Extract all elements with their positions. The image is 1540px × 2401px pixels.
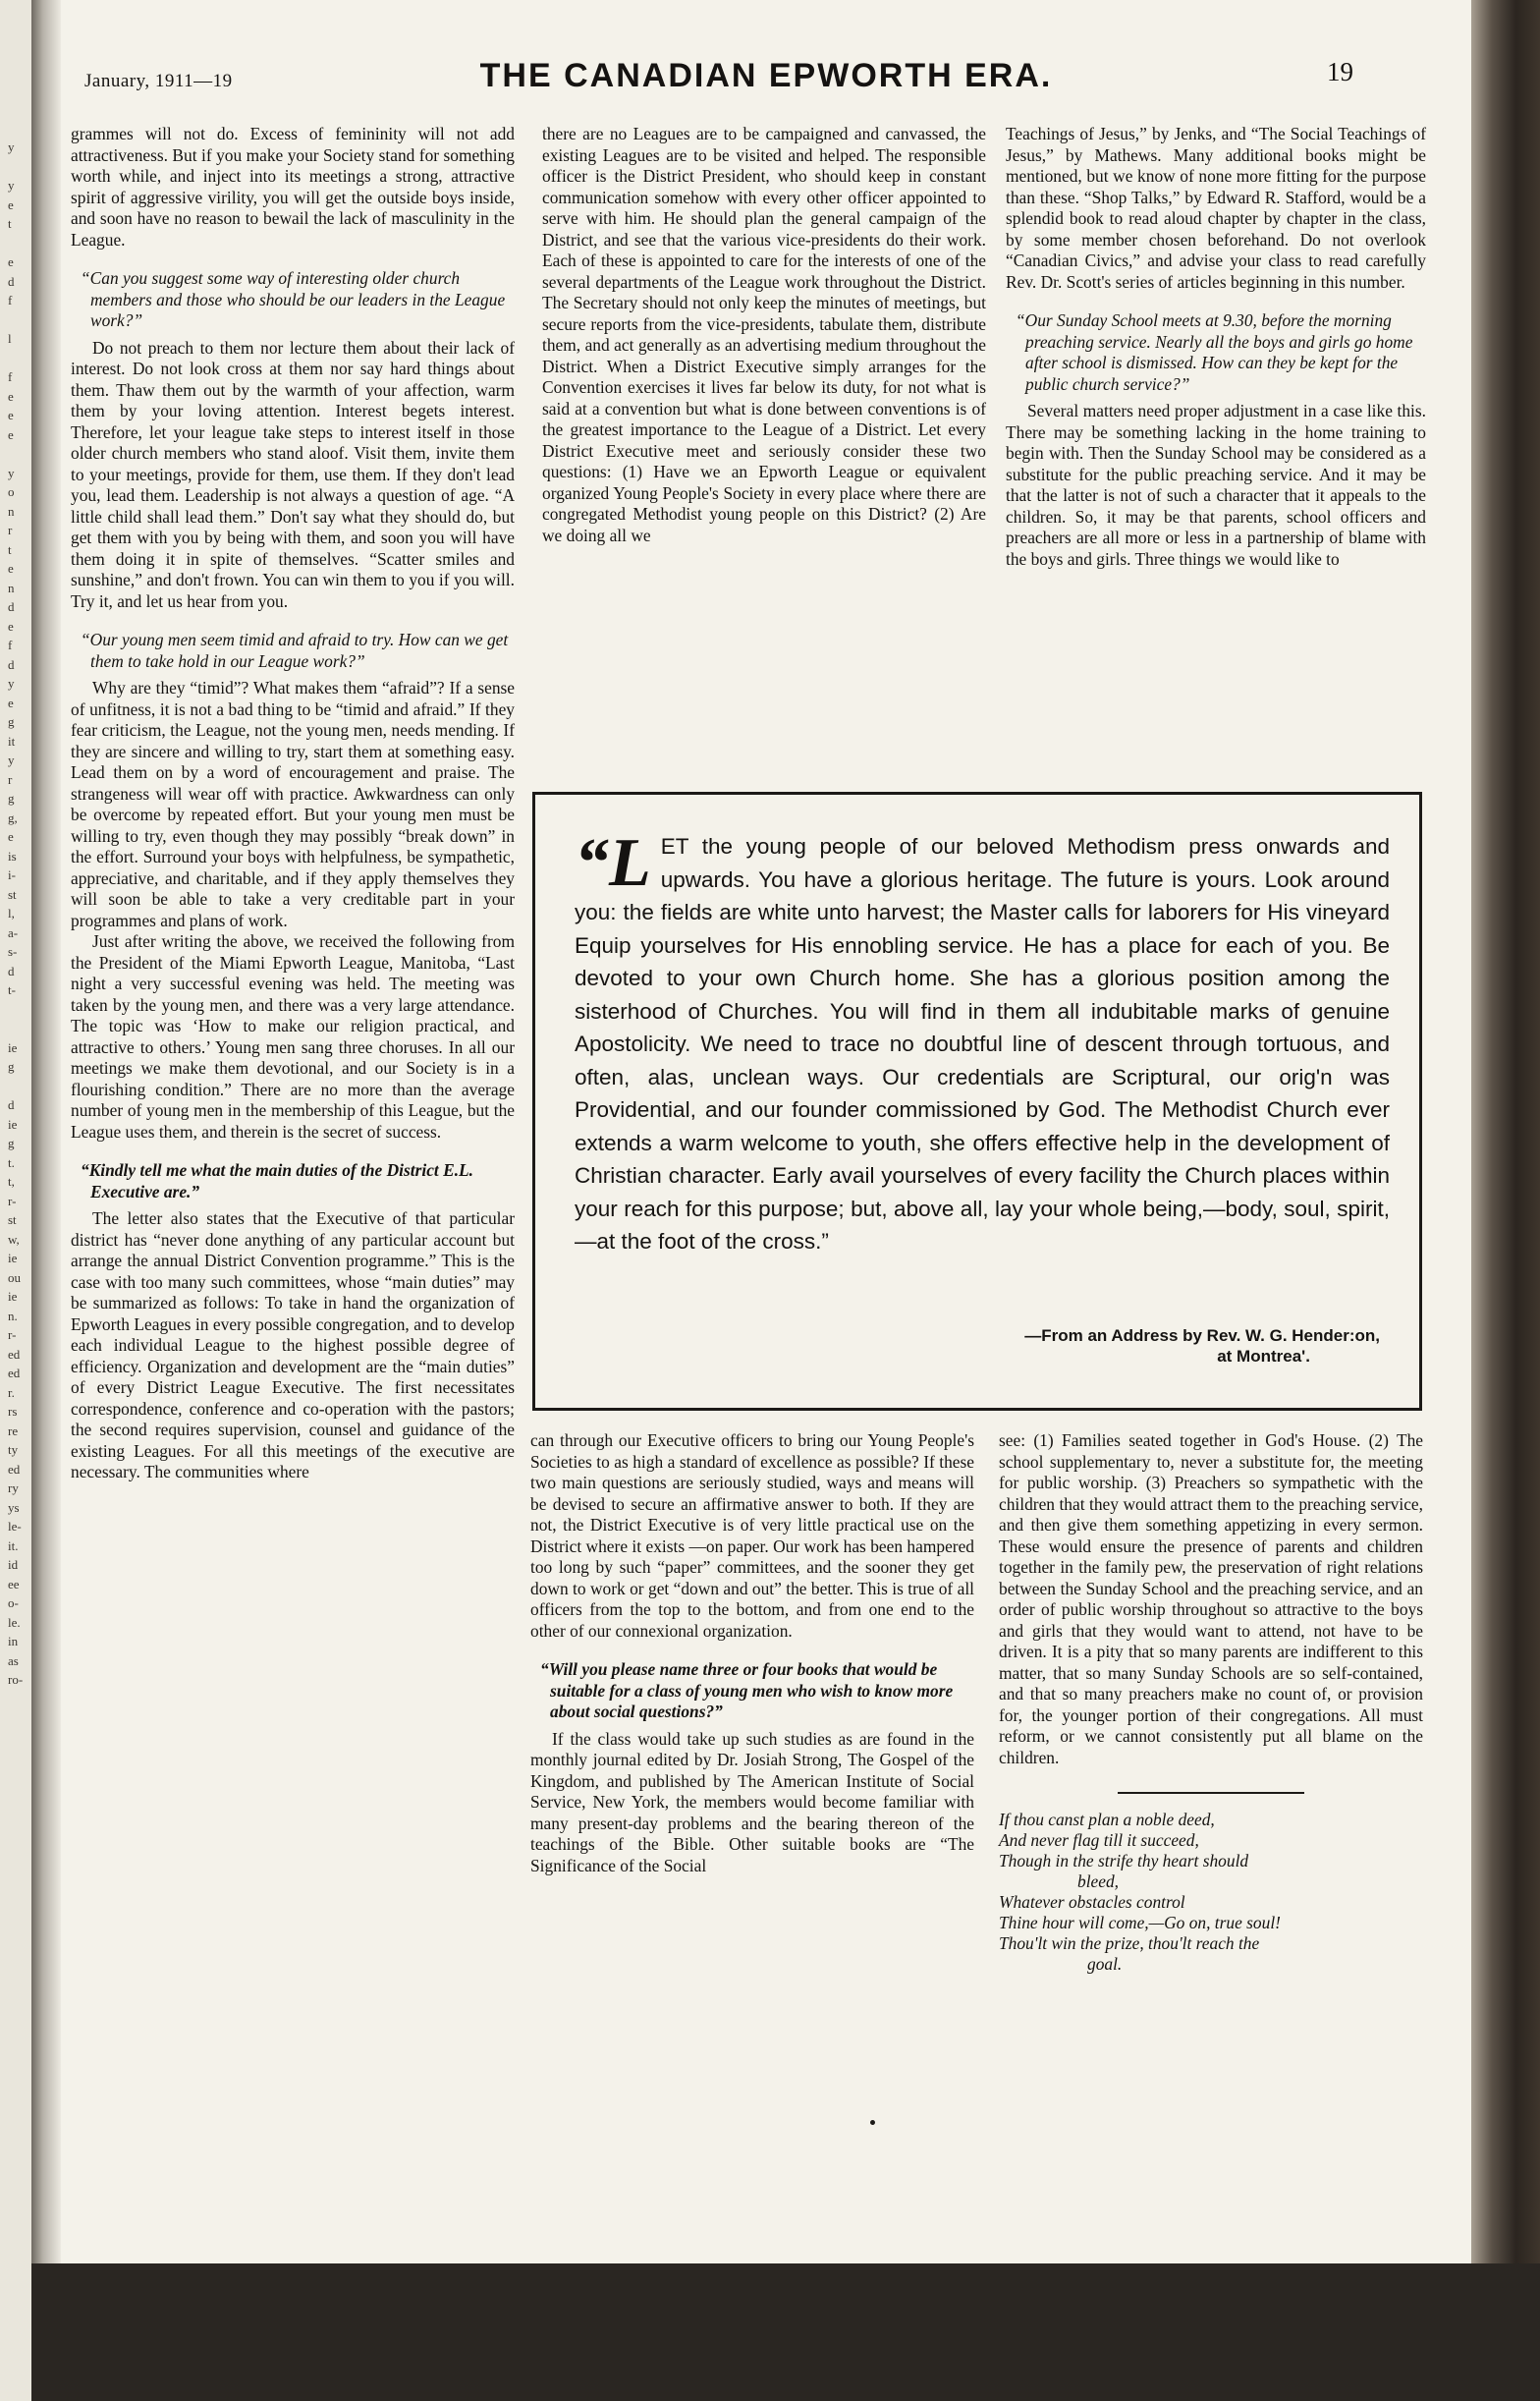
divider-rule [1118, 1792, 1304, 1794]
edge-fragment: r- [8, 1327, 17, 1342]
paragraph: grammes will not do. Excess of femininity will not add attractiveness. But if you make your Society stand for something worth while, and inject into its meetings a strong, attractive spirit of aggressive virility, you will get the outside boys inside, and soon have no reason to bewail the lack of masculinity in the League. [71, 124, 515, 250]
printer-dot [870, 2120, 875, 2125]
edge-fragment: st [8, 886, 17, 902]
edge-fragment: e [8, 388, 14, 404]
edge-fragment: g [8, 1059, 15, 1074]
poem-line: And never flag till it succeed, [999, 1830, 1199, 1850]
poem-line: Whatever obstacles control [999, 1892, 1185, 1912]
edge-fragment: g, [8, 810, 18, 825]
edge-fragment: o [8, 484, 15, 499]
edge-fragment: d [8, 1097, 15, 1112]
edge-fragment: in [8, 1634, 19, 1648]
edge-fragment: e [8, 426, 14, 442]
edge-fragment: st [8, 1212, 17, 1227]
address-quote-text [575, 825, 1390, 1258]
edge-fragment [0, 1000, 31, 1020]
edge-fragment: a- [8, 924, 19, 940]
edge-fragment: y [8, 753, 15, 767]
edge-fragment: rs [8, 1404, 18, 1419]
edge-fragment: r. [8, 1384, 15, 1400]
edge-fragment: it [8, 733, 16, 749]
edge-fragment [0, 310, 31, 330]
edge-fragment: ry [8, 1480, 19, 1495]
edge-fragment [0, 234, 31, 253]
edge-fragment [0, 1019, 31, 1038]
paragraph: Several matters need proper adjustment in a case like this. There may be something lacking in the home training to begin with. Then the Sunday School may be considered as a substitute for the public preaching service. And it may be that the latter is not of such a character that it appeals to the children. So, it may be that parents, school officers and preachers are all more or less in a partnership of blame with the boys and girls. Three things we would like to [1006, 401, 1426, 569]
edge-fragment: t. [8, 1154, 15, 1170]
edge-fragment: f [8, 293, 13, 307]
question-heading: “Kindly tell me what the main duties of the District E.L. Executive are.” [81, 1160, 474, 1201]
poem-line: Thine hour will come,—Go on, true soul! [999, 1913, 1281, 1932]
edge-fragment: ie [8, 1251, 18, 1265]
question-heading: “Our young men seem timid and afraid to try. How can we get them to take hold in our League work?” [81, 630, 509, 671]
page-stack-edge [1471, 0, 1540, 2263]
drop-cap-letter: L [609, 825, 651, 901]
edge-fragment: n. [8, 1308, 18, 1323]
edge-fragment: r [8, 523, 13, 537]
paragraph: If the class would take up such studies as are found in the monthly journal edited by Dr. Josiah Strong, The Gospel of the Kingdom, and published by The American Institute of Social Service, New York, the members would become familiar with many present-day problems and the bearing thereon of the teachings of the Bible. Other suitable books are “The Significance of the Social [530, 1728, 974, 1875]
edge-fragment: e [8, 618, 14, 634]
edge-fragment: ed [8, 1461, 21, 1477]
edge-fragment: e [8, 254, 14, 269]
edge-fragment: s- [8, 944, 18, 959]
poem-line: If thou canst plan a noble deed, [999, 1810, 1215, 1829]
edge-fragment: d [8, 273, 15, 289]
edge-fragment: ty [8, 1442, 19, 1457]
paragraph: there are no Leagues are to be campaigned and canvassed, the existing Leagues are to be visited and helped. The responsible officer is the District President, who should keep in constant communication somehow with every other officer appointed to serve with him. He should plan the general campaign of the District, and see that the various vice-presidents do their work. Each of these is appointed to care for the interests of one of the several departments of the League work throughout the District. The Secretary should not only keep the minutes of meetings, but secure reports from the vice-presidents, tabulate them, distribute them, and act generally as an advertising medium throughout the District. When a District Executive simply arranges for the Convention exercises it lives far below its duty, for not what is said at a convention but what is done between conventions is of the greatest importance to the League of a District. Let every District Executive meet and seriously consider these two questions: (1) Have we an Epworth League or equivalent organized Young People's Society in every place where there are congregated Methodist young people on this District? (2) Are we doing all we [542, 124, 986, 545]
paragraph: Do not preach to them nor lecture them about their lack of interest. Do not look cross at them nor say hard things about them. Thaw them out by the warmth of your affection, warm them by your loving attention. Interest begets interest. Therefore, let your league take steps to interest itself in those older church members who stand aloof. Visit them, invite them to your meetings, provide for them, use them. If they don't lead you, lead them. Leadership is not always a question of age. “A little child shall lead them.” Don't say what they should do, but get them with you by being with them, and soon you will have them doing it in spite of themselves. “Scatter smiles and sunshine,” and don't frown. You can win them to you if you will. Try it, and let us hear from you. [71, 337, 515, 611]
edge-fragment: e [8, 408, 14, 422]
attribution-line-1: —From an Address by Rev. W. G. Hender:on, [1024, 1326, 1380, 1345]
edge-fragment: t- [8, 982, 16, 997]
edge-fragment: re [8, 1423, 19, 1438]
edge-fragment: le- [8, 1519, 22, 1534]
edge-fragment: g [8, 791, 15, 806]
edge-fragment: d [8, 963, 15, 978]
edge-fragment: id [8, 1557, 19, 1572]
edge-fragment [0, 157, 31, 177]
edge-fragment [0, 1077, 31, 1096]
edge-fragment: d [8, 656, 15, 672]
page-number: 19 [1327, 57, 1353, 86]
edge-fragment: o- [8, 1595, 19, 1610]
edge-fragment: f [8, 369, 13, 384]
edge-fragment: d [8, 599, 15, 614]
edge-fragment: t, [8, 1174, 15, 1189]
drop-cap-initial [575, 825, 651, 901]
edge-fragment: le. [8, 1614, 21, 1630]
edge-fragment: ys [8, 1499, 20, 1515]
poem-line: Thou'lt win the prize, thou'lt reach the [999, 1933, 1260, 1953]
address-quote-box [532, 792, 1422, 1411]
edge-fragment: ie [8, 1116, 18, 1132]
poem-line: bleed, [1077, 1871, 1120, 1891]
poem [999, 1810, 1423, 1975]
edge-fragment: n [8, 580, 15, 595]
edge-fragment: w, [8, 1231, 20, 1247]
magazine-title: THE CANADIAN EPWORTH ERA. [479, 57, 1053, 94]
edge-fragment: e [8, 829, 14, 844]
column-2 [542, 124, 986, 546]
column-1 [71, 124, 515, 1483]
address-body: ET the young people of our beloved Methodism press onwards and upwards. You have a glorious heritage. The future is yours. Look around you: the fields are white unto harvest; the Master calls for laborers for His vineyard Equip yourselves for His ennobling service. He has a place for each of you. Be devoted to your own Church home. She has a glorious position among the sisterhood of Churches. You will find in them all indubitable marks of genuine Apostolicity. We need to trace no doubtful line of descent through tortuous, and often, alas, unclean ways. Our credentials are Scriptural, our orig'n was Providential, and our founder commissioned by God. The Methodist Church ever extends a warm welcome to youth, she offers effective help in the development of Christian character. Early avail yourselves of every facility the Church places within your reach for this purpose; but, above all, lay your whole being,—body, soul, spirit,—at the foot of the cross.” [575, 834, 1390, 1254]
paragraph: Why are they “timid”? What makes them “afraid”? If a sense of unfitness, it is not a bad thing to be “timid and afraid.” If they fear criticism, the League, not the young men, needs mending. If they are sincere and willing to try, start them at something easy. Lead them on by a word of encouragement and praise. The strangeness will wear off with practice. Awkwardness can only be overcome by repeated effort. But your young men must be willing to try, even though they may possibly “break down” in the effort. Surround your boys with helpfulness, be sympathetic, appreciative, and charitable, and if they apply themselves they will soon be able to take a very creditable part in your programmes and plans of work. [71, 678, 515, 930]
question-heading: “Will you please name three or four books that would be suitable for a class of young men who wish to know more about social questions?” [540, 1659, 954, 1721]
edge-fragment: e [8, 695, 14, 710]
address-attribution [1024, 1325, 1380, 1367]
header-date: January, 1911—19 [84, 71, 233, 91]
edge-fragment: f [8, 638, 13, 652]
edge-fragment: ou [8, 1269, 21, 1285]
magazine-page [61, 0, 1471, 2263]
open-quote: “ [575, 825, 609, 901]
page-header [61, 51, 1471, 100]
poem-line: Though in the strife thy heart should [999, 1851, 1249, 1871]
edge-fragment: it. [8, 1537, 19, 1553]
edge-fragment: t [8, 541, 12, 557]
attribution-line-2: at Montrea'. [1217, 1347, 1310, 1366]
edge-fragment: ie [8, 1039, 18, 1055]
column-4 [530, 1430, 974, 1876]
edge-fragment: i- [8, 867, 16, 882]
previous-page-edge [0, 0, 31, 2401]
edge-fragment: l [8, 331, 12, 346]
paragraph: Just after writing the above, we received the following from the President of the Miami Epworth League, Manitoba, “Last night a very successful evening was held. The meeting was taken by the young men, and there was a very large attendance. The topic was ‘How to make our religion practical, and attractive to others.’ Young men sang three choruses. In all our meetings we make them devotional, and our Society is in a flourishing condition.” There are no more than the average number of young men in the membership of this League, but the League uses them, and therein is the secret of success. [71, 931, 515, 1142]
edge-fragment: ie [8, 1289, 18, 1304]
edge-fragment: y [8, 676, 15, 691]
edge-fragment: e [8, 561, 14, 576]
edge-fragment: ed [8, 1366, 21, 1380]
edge-fragment [0, 349, 31, 368]
edge-fragment [0, 444, 31, 464]
edge-fragment: as [8, 1652, 19, 1668]
edge-fragment: g [8, 1136, 15, 1150]
edge-fragment: ed [8, 1346, 21, 1362]
paragraph: can through our Executive officers to bring our Young People's Societies to as high a standard of excellence as possible? If these two main questions are seriously studied, ways and means will be devised to secure an affirmative answer to both. If they are not, the District Executive is of very little practical use on the District where it exists —on paper. Our work has been hampered too long by such “paper” committees, and the sooner they get down to work or get “down and out” the better. This is true of all officers from the top to the bottom, and from one end to the other of our connexional organization. [530, 1430, 974, 1641]
edge-fragment: r [8, 771, 13, 787]
column-5 [999, 1430, 1423, 1975]
edge-fragment: n [8, 503, 15, 519]
question-heading: “Can you suggest some way of interesting older church members and those who should be our leaders in the League work?” [81, 268, 506, 330]
edge-fragment: l, [8, 906, 15, 921]
edge-fragment: y [8, 178, 15, 193]
edge-fragment: e [8, 196, 14, 212]
poem-line: goal. [1087, 1954, 1123, 1974]
edge-fragment: y [8, 140, 15, 154]
edge-fragment: t [8, 216, 12, 231]
book-binding-gutter [31, 0, 61, 2263]
edge-fragment: is [8, 848, 17, 864]
question-heading: “Our Sunday School meets at 9.30, before the morning preaching service. Nearly all the boys and girls go home after school is dismissed. How can they be kept for the public church service?” [1016, 310, 1413, 394]
paragraph: see: (1) Families seated together in God's House. (2) The school supplementary to, never a substitute for, the meeting for public worship. (3) Preachers so sympathetic with the children that they would attract them to the preaching service, and then give them something appetizing in every sermon. These would ensure the presence of parents and children together in the family pew, the preservation of right relations between the Sunday School and the preaching service, and an order of public worship throughout so attractive to the boys and girls that they would want to attend, not have to be driven. It is a pity that so many parents are indifferent to this matter, that so many Sunday Schools are so self-contained, and that so many preachers make no count of, or provision for, the younger portion of their congregations. All must reform, or we cannot consistently put all blame on the children. [999, 1430, 1423, 1767]
edge-fragment: ee [8, 1576, 20, 1591]
edge-fragment: y [8, 465, 15, 480]
edge-fragment: g [8, 714, 15, 729]
paragraph: The letter also states that the Executive of that particular district has “never done anything of any particular account but arrange the annual District Convention programme.” This is the case with too many such committees, whose “main duties” may be summarized as follows: To take in hand the organization of Epworth Leagues in every possible congregation, and to develop each individual League to the highest possible degree of efficiency. Organization and development are the “main duties” of every District League Executive. The first necessitates correspondence, conference and co-operation with the pastors; the second requires supervision, counsel and guidance of the existing Leagues. For all this meetings of the executive are necessary. The communities where [71, 1208, 515, 1481]
edge-fragment: ro- [8, 1672, 24, 1687]
edge-fragment: r- [8, 1193, 17, 1208]
column-3 [1006, 124, 1426, 570]
paragraph: Teachings of Jesus,” by Jenks, and “The Social Teachings of Jesus,” by Mathews. Many additional books might be mentioned, but we know of none more fitting for the purpose than these. “Shop Talks,” by Edward R. Stafford, would be a splendid book to read aloud chapter by chapter in the class, by some member chosen beforehand. Do not overlook “Canadian Civics,” and advise your class to read carefully Rev. Dr. Scott's series of articles beginning in this number. [1006, 124, 1426, 292]
